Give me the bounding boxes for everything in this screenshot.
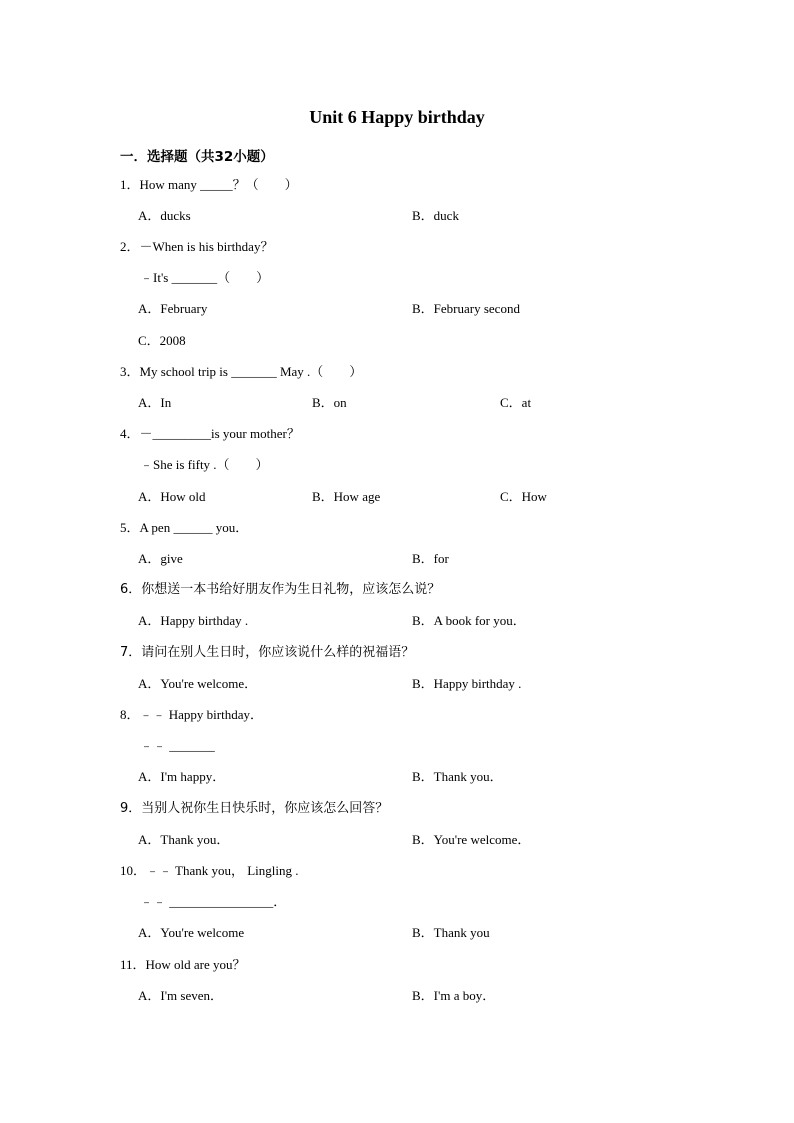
question-2-reply: ﹣It's _______（ ） xyxy=(140,270,270,285)
question-11: 11．How old are you？ xyxy=(120,957,246,972)
q4-option-c[interactable]: C．How xyxy=(500,489,547,504)
q11-option-b[interactable]: B．I'm a boy． xyxy=(412,988,496,1003)
q2-option-c[interactable]: C．2008 xyxy=(138,333,186,348)
q7-option-a[interactable]: A．You're welcome． xyxy=(138,676,258,691)
q10-option-a[interactable]: A．You're welcome xyxy=(138,925,245,940)
question-4-reply: ﹣She is fifty .（ ） xyxy=(140,457,269,472)
question-5: 5．A pen ______ you． xyxy=(120,520,249,535)
q3-option-c[interactable]: C．at xyxy=(500,395,532,410)
question-10: 10．﹣﹣ Thank you， Lingling . xyxy=(120,863,299,878)
q3-option-b[interactable]: B．on xyxy=(312,395,347,410)
q2-option-a[interactable]: A．February xyxy=(138,301,208,316)
q2-option-b[interactable]: B．February second xyxy=(412,301,520,316)
question-10-reply: ﹣﹣ ________________． xyxy=(140,894,287,909)
q4-option-a[interactable]: A．How old xyxy=(138,489,206,504)
page-title: Unit 6 Happy birthday xyxy=(309,107,485,127)
question-4: 4．－_________is your mother？ xyxy=(120,426,300,441)
question-2: 2．－When is his birthday？ xyxy=(120,239,274,254)
question-3: 3．My school trip is _______ May .（ ） xyxy=(120,364,363,379)
question-8-reply: ﹣﹣ _______ xyxy=(140,738,215,753)
q1-option-b[interactable]: B．duck xyxy=(412,208,459,223)
q5-option-a[interactable]: A．give xyxy=(138,551,183,566)
q6-option-b[interactable]: B．A book for you． xyxy=(412,613,526,628)
q1-option-a[interactable]: A．ducks xyxy=(138,208,191,223)
q7-option-b[interactable]: B．Happy birthday . xyxy=(412,676,522,691)
question-8: 8．﹣﹣ Happy birthday． xyxy=(120,707,263,722)
question-7: 7．请问在别人生日时，你应该说什么样的祝福语？ xyxy=(120,645,415,660)
section-heading: 一．选择题（共32小题） xyxy=(120,149,274,165)
q4-option-b[interactable]: B．How age xyxy=(312,489,381,504)
q8-option-b[interactable]: B．Thank you． xyxy=(412,769,503,784)
q5-option-b[interactable]: B．for xyxy=(412,551,449,566)
question-6: 6．你想送一本书给好朋友作为生日礼物，应该怎么说？ xyxy=(120,582,441,597)
q10-option-b[interactable]: B．Thank you xyxy=(412,925,490,940)
q9-option-b[interactable]: B．You're welcome． xyxy=(412,832,531,847)
question-9: 9．当别人祝你生日快乐时，你应该怎么回答？ xyxy=(120,801,389,816)
q3-option-a[interactable]: A．In xyxy=(138,395,172,410)
q6-option-a[interactable]: A．Happy birthday . xyxy=(138,613,249,628)
q11-option-a[interactable]: A．I'm seven． xyxy=(138,988,224,1003)
question-1: 1．How many _____？（ ） xyxy=(120,177,298,192)
q8-option-a[interactable]: A．I'm happy． xyxy=(138,769,226,784)
q9-option-a[interactable]: A．Thank you． xyxy=(138,832,230,847)
